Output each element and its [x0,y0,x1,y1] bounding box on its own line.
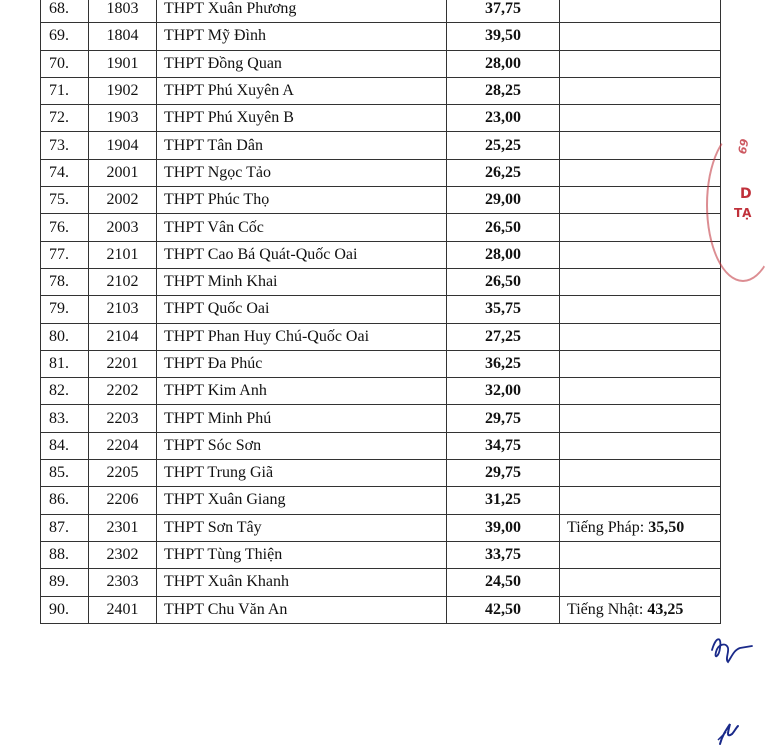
note-cell [560,159,721,186]
school-code-cell: 1902 [89,77,157,104]
note-cell [560,405,721,432]
school-name-cell: THPT Tùng Thiện [157,541,447,568]
row-number-cell: 73. [41,132,89,159]
row-number-cell: 90. [41,596,89,623]
school-code-cell: 2103 [89,296,157,323]
stamp-text-2: D [740,186,752,202]
table-row [41,214,721,241]
table-row [41,241,721,268]
table-row [41,514,721,541]
note-language-label: Tiếng Nhật: [567,600,648,618]
table-row [41,405,721,432]
note-cell [560,569,721,596]
stamp-text-1: 69 [735,137,752,156]
row-number-cell: 74. [41,159,89,186]
cutoff-score-cell: 31,25 [447,487,560,514]
cutoff-score-cell: 29,75 [447,460,560,487]
table-row [41,187,721,214]
row-number-cell: 72. [41,105,89,132]
cutoff-score-cell: 28,00 [447,241,560,268]
row-number-cell: 75. [41,187,89,214]
school-code-cell: 2102 [89,268,157,295]
stamp-text-3: TẠ [734,206,752,220]
table-row [41,350,721,377]
cutoff-score-cell: 36,25 [447,350,560,377]
table-row [41,50,721,77]
row-number-cell: 89. [41,569,89,596]
table-row [41,378,721,405]
cutoff-score-cell: 28,00 [447,50,560,77]
row-number-cell: 86. [41,487,89,514]
cutoff-score-cell: 29,00 [447,187,560,214]
red-seal-stamp [726,128,766,278]
school-name-cell: THPT Tân Dân [157,132,447,159]
cutoff-score-cell: 28,25 [447,77,560,104]
school-name-cell: THPT Xuân Giang [157,487,447,514]
table-row [41,460,721,487]
score-table-body [41,0,721,623]
note-cell [560,241,721,268]
table-row [41,23,721,50]
cutoff-score-cell: 24,50 [447,569,560,596]
school-name-cell: THPT Kim Anh [157,378,447,405]
table-row [41,0,721,23]
note-cell [560,460,721,487]
note-language-score: 43,25 [647,600,684,618]
cutoff-score-cell: 29,75 [447,405,560,432]
school-name-cell: THPT Trung Giã [157,460,447,487]
note-cell [560,105,721,132]
table-row [41,132,721,159]
note-cell [560,23,721,50]
cutoff-score-cell: 37,75 [447,0,560,23]
cutoff-score-cell: 27,25 [447,323,560,350]
school-name-cell: THPT Sơn Tây [157,514,447,541]
school-name-cell: THPT Phú Xuyên A [157,77,447,104]
note-cell [560,596,721,623]
school-code-cell: 2101 [89,241,157,268]
row-number-cell: 85. [41,460,89,487]
row-number-cell: 77. [41,241,89,268]
table-row [41,77,721,104]
table-row [41,569,721,596]
cutoff-score-cell: 23,00 [447,105,560,132]
note-cell [560,296,721,323]
note-cell [560,323,721,350]
table-row [41,596,721,623]
note-cell [560,50,721,77]
school-name-cell: THPT Xuân Phương [157,0,447,23]
note-cell [560,378,721,405]
note-language-score: 35,50 [648,518,685,536]
school-name-cell: THPT Mỹ Đình [157,23,447,50]
note-cell [560,268,721,295]
row-number-cell: 88. [41,541,89,568]
school-name-cell: THPT Phú Xuyên B [157,105,447,132]
note-cell [560,77,721,104]
row-number-cell: 83. [41,405,89,432]
cutoff-score-cell: 25,25 [447,132,560,159]
school-code-cell: 2001 [89,159,157,186]
cutoff-score-cell: 26,50 [447,268,560,295]
school-name-cell: THPT Minh Khai [157,268,447,295]
note-cell [560,132,721,159]
row-number-cell: 69. [41,23,89,50]
row-number-cell: 84. [41,432,89,459]
row-number-cell: 70. [41,50,89,77]
school-code-cell: 2204 [89,432,157,459]
school-name-cell: THPT Quốc Oai [157,296,447,323]
note-cell [560,350,721,377]
school-code-cell: 1804 [89,23,157,50]
row-number-cell: 76. [41,214,89,241]
note-cell [560,541,721,568]
row-number-cell: 71. [41,77,89,104]
table-row [41,541,721,568]
school-name-cell: THPT Đa Phúc [157,350,447,377]
school-name-cell: THPT Xuân Khanh [157,569,447,596]
note-cell [560,0,721,23]
handwritten-signature-icon [712,716,742,746]
school-code-cell: 2302 [89,541,157,568]
row-number-cell: 80. [41,323,89,350]
school-code-cell: 1901 [89,50,157,77]
note-cell [560,514,721,541]
school-code-cell: 2301 [89,514,157,541]
school-code-cell: 1904 [89,132,157,159]
table-row [41,487,721,514]
row-number-cell: 79. [41,296,89,323]
row-number-cell: 78. [41,268,89,295]
school-name-cell: THPT Chu Văn An [157,596,447,623]
row-number-cell: 68. [41,0,89,23]
school-name-cell: THPT Minh Phú [157,405,447,432]
school-name-cell: THPT Phúc Thọ [157,187,447,214]
note-cell [560,487,721,514]
school-code-cell: 2205 [89,460,157,487]
cutoff-score-cell: 26,50 [447,214,560,241]
table-row [41,268,721,295]
school-code-cell: 2202 [89,378,157,405]
school-code-cell: 2401 [89,596,157,623]
handwritten-initial-icon [708,626,753,666]
table-row [41,432,721,459]
cutoff-score-cell: 35,75 [447,296,560,323]
row-number-cell: 81. [41,350,89,377]
school-code-cell: 2206 [89,487,157,514]
school-name-cell: THPT Sóc Sơn [157,432,447,459]
cutoff-score-cell: 42,50 [447,596,560,623]
cutoff-score-cell: 39,50 [447,23,560,50]
table-row [41,296,721,323]
school-name-cell: THPT Đồng Quan [157,50,447,77]
school-code-cell: 2002 [89,187,157,214]
note-cell [560,187,721,214]
note-cell [560,214,721,241]
school-code-cell: 2201 [89,350,157,377]
school-code-cell: 2303 [89,569,157,596]
row-number-cell: 87. [41,514,89,541]
school-name-cell: THPT Vân Cốc [157,214,447,241]
table-row [41,159,721,186]
admission-score-table [40,0,721,624]
note-cell [560,432,721,459]
table-row [41,323,721,350]
school-name-cell: THPT Ngọc Tảo [157,159,447,186]
note-language-label: Tiếng Pháp: [567,518,649,536]
cutoff-score-cell: 34,75 [447,432,560,459]
cutoff-score-cell: 33,75 [447,541,560,568]
school-name-cell: THPT Phan Huy Chú-Quốc Oai [157,323,447,350]
school-code-cell: 1803 [89,0,157,23]
school-code-cell: 2203 [89,405,157,432]
cutoff-score-cell: 39,00 [447,514,560,541]
school-code-cell: 2003 [89,214,157,241]
cutoff-score-cell: 32,00 [447,378,560,405]
school-code-cell: 2104 [89,323,157,350]
school-code-cell: 1903 [89,105,157,132]
cutoff-score-cell: 26,25 [447,159,560,186]
row-number-cell: 82. [41,378,89,405]
table-row [41,105,721,132]
school-name-cell: THPT Cao Bá Quát-Quốc Oai [157,241,447,268]
